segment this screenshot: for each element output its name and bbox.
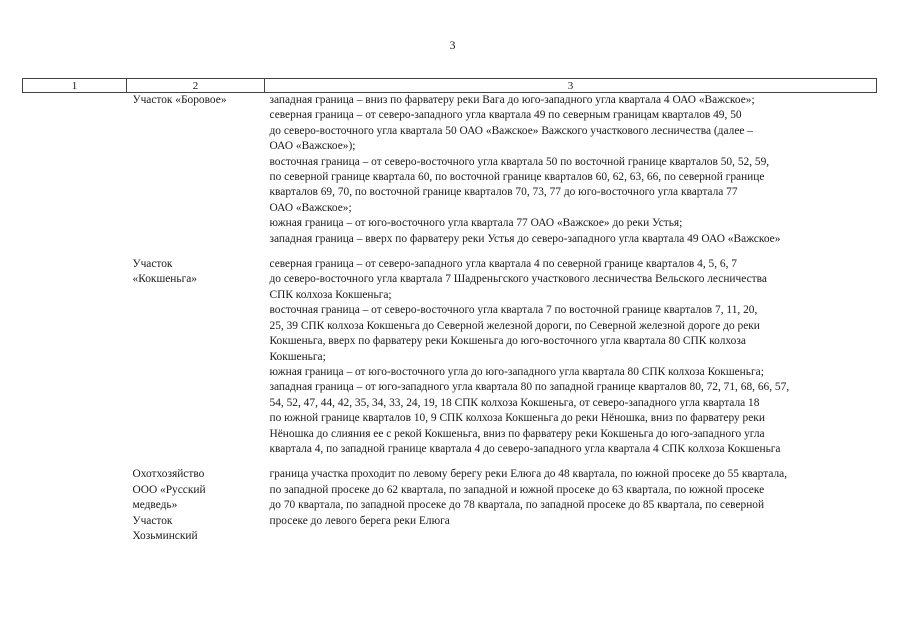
boundary-description-line: западная граница – вниз по фарватеру реки Вага до юго-западного угла квартала 4 ОАО «Важское»;	[269, 94, 755, 106]
plot-name-line: Участок	[132, 258, 173, 271]
plot-name-line: медведь»	[132, 499, 178, 512]
plot-name-line: Хозьминский	[132, 529, 198, 542]
boundary-description-line: по северной границе квартала 60, по восточной границе кварталов 60, 62, 63, 66, по северной границе	[269, 171, 765, 184]
boundary-description-line: западная граница – от юго-западного угла квартала 80 по западной границе кварталов 80, 72, 71, 68, 66, 57,	[269, 381, 790, 394]
boundary-description-line: южная граница – от юго-восточного угла до юго-западного угла квартала 80 СПК колхоза Кокшеньга;	[269, 365, 764, 378]
boundary-description-line: до 70 квартала, по западной просеке до 78 квартала, по западной просеке до 85 квартала, по северной	[269, 499, 765, 512]
boundary-description-line: по западной просеке до 62 квартала, по западной и южной просеке до 63 квартала, по южной просеке	[269, 483, 765, 496]
boundary-description-cell	[265, 93, 877, 248]
plot-name-cell	[127, 467, 265, 544]
table-body	[23, 93, 877, 545]
boundary-description-line: граница участка проходит по левому берегу реки Елюга до 48 квартала, по южной просеке до 55 квартала,	[269, 468, 788, 481]
column-header-2: 2	[127, 79, 265, 93]
plot-name-cell	[127, 93, 265, 248]
plot-name-line: «Кокшеньга»	[132, 273, 197, 286]
boundary-description-line: 25, 39 СПК колхоза Кокшеньга до Северной железной дороги, по Северной железной дороге до реки	[269, 319, 760, 332]
boundary-description-line: южная граница – от юго-восточного угла квартала 77 ОАО «Важское» до реки Устья;	[269, 217, 683, 230]
row-spacer	[23, 457, 877, 467]
boundary-description-line: ОАО «Важское»;	[269, 201, 352, 214]
boundary-description-line: квартала 4, по западной границе квартала 4 до северо-западного угла квартала 4 СПК колхоза Кокшеньга	[269, 442, 781, 455]
column-header-3: 3	[265, 79, 877, 93]
plot-name-cell	[127, 257, 265, 457]
plot-name-line: Участок	[132, 514, 173, 527]
row-number-cell	[23, 257, 127, 457]
boundary-description-line: Кокшеньга;	[269, 350, 326, 363]
column-header-1: 1	[23, 79, 127, 93]
boundaries-table	[22, 78, 877, 544]
boundary-description-cell	[265, 467, 877, 544]
plot-name-line: ООО «Русский	[132, 483, 206, 496]
boundary-description-line: по южной границе кварталов 10, 9 СПК колхоза Кокшеньга до реки Нёношка, вниз по фарватеру реки	[269, 412, 765, 425]
boundary-description-line: Кокшеньга, вверх по фарватеру реки Кокшеньга до юго-восточного угла квартала 80 СПК колхоза	[269, 335, 746, 348]
boundary-description-line: просеке до левого берега реки Елюга	[269, 514, 450, 527]
page-number: 3	[449, 38, 456, 52]
table-row	[23, 467, 877, 544]
boundary-description-cell	[265, 257, 877, 457]
boundary-description-line: кварталов 69, 70, по восточной границе кварталов 70, 73, 77 до юго-восточного угла квартала 77	[269, 186, 738, 199]
table-row	[23, 257, 877, 457]
row-number-cell	[23, 93, 127, 248]
boundary-description-line: 54, 52, 47, 44, 42, 35, 34, 33, 24, 19, 18 СПК колхоза Кокшеньга, от северо-западного угла квартала 18	[269, 396, 760, 409]
table-header-row	[23, 79, 877, 93]
table-row	[23, 93, 877, 248]
boundary-description-line: СПК колхоза Кокшеньга;	[269, 288, 392, 301]
boundary-description-line: северная граница – от северо-западного угла квартала 4 по северной границе кварталов 4, 5, 6, 7	[269, 258, 738, 271]
boundary-description-line: восточная граница – от северо-восточного угла квартала 7 по восточной границе кварталов 7, 11, 20,	[269, 304, 758, 317]
plot-name-line: Охотхозяйство	[132, 468, 205, 481]
boundary-description-line: Нёношка до слияния ее с рекой Кокшеньга, вниз по фарватеру реки Кокшеньга до юго-западного угла	[269, 427, 765, 440]
boundary-description-line: восточная граница – от северо-восточного угла квартала 50 по восточной границе кварталов 50, 52, 59,	[269, 155, 770, 168]
boundary-description-line: западная граница – вверх по фарватеру реки Устья до северо-западного угла квартала 49 ОАО «Важское»	[269, 232, 781, 245]
boundary-description-line: ОАО «Важское»);	[269, 140, 356, 153]
row-number-cell	[23, 467, 127, 544]
row-spacer	[23, 247, 877, 257]
boundary-description-line: северная граница – от северо-западного угла квартала 49 по северным границам кварталов 49, 50	[269, 109, 742, 122]
boundary-description-line: до северо-восточного угла квартала 50 ОАО «Важское» Важского участкового лесничества (далее –	[269, 124, 753, 137]
boundary-description-line: до северо-восточного угла квартала 7 Шадреньгского участкового лесничества Вельского лесничества	[269, 273, 767, 286]
plot-name-line: Участок «Боровое»	[132, 94, 227, 106]
